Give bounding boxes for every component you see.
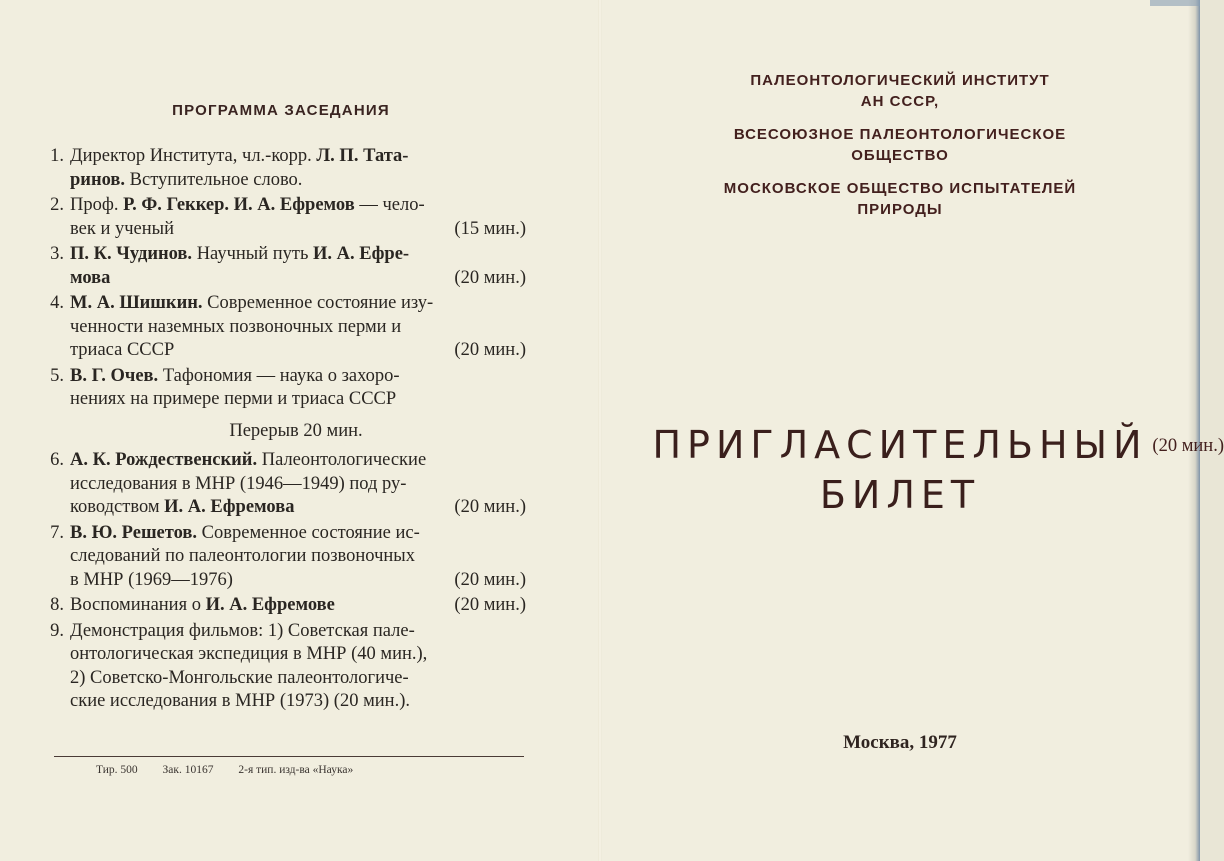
item-text (70, 496, 294, 520)
imprint-run: Тир. 500 (96, 764, 138, 776)
speaker-name: И. А. Ефремова (164, 497, 295, 517)
item-number: 6. (50, 450, 64, 470)
item-line (70, 316, 526, 340)
item-line (70, 292, 526, 316)
item-duration: (20 мин.) (454, 340, 526, 360)
item-line (70, 169, 526, 193)
item-line (70, 690, 526, 714)
item-line (70, 339, 526, 363)
item-text-fragment: в МНР (1969—1976) (70, 569, 233, 590)
item-text (70, 449, 426, 473)
item-text (70, 473, 406, 497)
organizer-line: ВСЕСОЮЗНОЕ ПАЛЕОНТОЛОГИЧЕСКОЕ (733, 126, 1067, 143)
speaker-name: А. К. Рождественский. (70, 450, 258, 470)
speaker-name: И. А. Ефре- (313, 244, 410, 264)
speaker-name: Р. Ф. Геккер. И. А. Ефремов (123, 195, 355, 215)
item-duration: (20 мин.) (454, 569, 526, 590)
speaker-name: В. Ю. Решетов. (70, 522, 198, 543)
item-text (70, 388, 396, 412)
item-text-fragment: ководством (70, 497, 165, 517)
item-duration: (15 мин.) (454, 218, 526, 239)
imprint-order: Зак. 10167 (162, 764, 214, 776)
card-corner-shadow (1150, 0, 1200, 6)
invitation-heading (612, 420, 1188, 520)
invitation-line-2: БИЛЕТ (819, 473, 981, 517)
item-text (70, 594, 335, 618)
item-line (70, 194, 526, 218)
item-text-fragment: Вступительное слово. (125, 169, 303, 190)
item-text-fragment: онтологическая экспедиция в МНР (40 мин.), (70, 644, 428, 664)
item-line (70, 218, 526, 242)
item-text-fragment: ченности наземных позвоночных перми и (70, 316, 402, 337)
item-text (70, 194, 425, 218)
item-line (70, 145, 526, 169)
speaker-name: М. А. Шишкин. (70, 293, 203, 313)
item-text-fragment: Современное состояние изу- (202, 293, 434, 313)
program-item (36, 292, 526, 363)
place-and-year: Москва, 1977 (843, 732, 957, 753)
item-text-fragment: (20 мин.) (1152, 435, 1224, 456)
item-text (70, 145, 408, 169)
organizer-institute (612, 70, 1188, 112)
item-text (70, 243, 409, 267)
program-item (36, 449, 526, 520)
organizer-line: ПАЛЕОНТОЛОГИЧЕСКИЙ ИНСТИТУТ (750, 72, 1050, 89)
item-text-fragment: следований по палеонтологии позвоночных (70, 546, 415, 566)
item-number: 2. (50, 195, 64, 215)
item-line (70, 569, 526, 593)
program-item (36, 194, 526, 241)
item-line (70, 388, 526, 412)
program-item (36, 620, 526, 714)
item-text-fragment: Современное состояние ис- (197, 522, 420, 543)
organizer-line: МОСКОВСКОЕ ОБЩЕСТВО ИСПЫТАТЕЛЕЙ (723, 180, 1077, 197)
program-item (36, 145, 526, 192)
item-line (70, 267, 526, 291)
speaker-name: ринов. (70, 169, 126, 190)
organizer-society (612, 124, 1188, 166)
item-text-fragment: нениях на примере перми и триаса СССР (70, 389, 397, 409)
item-text-fragment: Проф. (70, 195, 124, 215)
item-number: 1. (50, 146, 64, 166)
organizer-line: АН СССР, (860, 93, 940, 110)
item-text-fragment: 2) Советско-Монгольские палеонтологиче- (70, 667, 409, 688)
speaker-name: В. Г. Очев. (70, 365, 159, 386)
program-item (36, 522, 526, 593)
card-edge (1188, 0, 1200, 861)
program-list-second (36, 449, 526, 714)
item-text (70, 365, 400, 389)
item-line (70, 365, 526, 389)
item-line (70, 522, 526, 546)
item-text (70, 620, 415, 644)
item-text (70, 292, 433, 316)
organizer-moscow-society (612, 178, 1188, 220)
item-line (70, 620, 526, 644)
item-text (70, 667, 409, 691)
item-line (70, 643, 526, 667)
item-text (70, 690, 410, 714)
item-text-fragment: Научный путь (192, 244, 314, 264)
item-text (70, 643, 427, 667)
item-text (70, 267, 110, 291)
item-text (70, 545, 415, 569)
speaker-name: мова (70, 267, 111, 288)
item-text (70, 218, 174, 242)
item-text (70, 569, 233, 593)
item-text-fragment: Палеонтологические (257, 450, 427, 470)
program-title: ПРОГРАММА ЗАСЕДАНИЯ (172, 102, 390, 119)
imprint-rule (54, 756, 524, 757)
item-number: 9. (50, 620, 64, 641)
speaker-name: И. А. Ефремове (205, 595, 335, 615)
organizer-line: ПРИРОДЫ (857, 201, 943, 218)
item-line (70, 449, 526, 473)
item-number: 8. (50, 595, 64, 615)
item-duration: (20 мин.) (454, 267, 526, 288)
item-text-fragment: Воспоминания о (70, 595, 206, 615)
program-item (36, 243, 526, 290)
item-number: 7. (50, 522, 64, 543)
item-text (70, 169, 302, 193)
item-line (70, 473, 526, 497)
fold-crease (598, 0, 602, 861)
item-text-fragment: ские исследования в МНР (1973) (20 мин.). (70, 691, 410, 711)
item-line (70, 594, 526, 618)
item-text-fragment: исследования в МНР (1946—1949) под ру- (70, 473, 407, 494)
organizers-block (612, 70, 1188, 232)
item-text-fragment: Директор Института, чл.-корр. (70, 146, 317, 166)
item-line (70, 667, 526, 691)
item-number: 3. (50, 244, 64, 264)
item-text-fragment: Тафономия — наука о захоро- (158, 365, 400, 386)
invitation-line-1: ПРИГЛАСИТЕЛЬНЫЙ (652, 423, 1148, 467)
imprint-printer: 2-я тип. изд-ва «Наука» (238, 764, 354, 776)
item-text (70, 316, 401, 340)
item-text-fragment: триаса СССР (70, 340, 175, 360)
item-text-fragment: век и ученый (70, 218, 174, 239)
item-duration: (20 мин.) (454, 595, 526, 615)
program-item (36, 594, 526, 618)
item-line (70, 545, 526, 569)
item-number: 5. (50, 365, 64, 386)
speaker-name: П. К. Чудинов. (70, 244, 193, 264)
item-line (70, 496, 526, 520)
item-text-fragment: — чело- (354, 195, 425, 215)
organizer-line: ОБЩЕСТВО (851, 147, 949, 164)
item-duration: (20 мин.) (454, 497, 526, 517)
item-line (70, 243, 526, 267)
speaker-name: Л. П. Тата- (316, 146, 409, 166)
item-text (70, 339, 174, 363)
print-imprint (96, 764, 375, 776)
item-text (70, 522, 420, 546)
intermission-note: Перерыв 20 мин. (229, 420, 363, 441)
item-text-fragment: Демонстрация фильмов: 1) Советская пале- (70, 620, 415, 641)
item-number: 4. (50, 293, 64, 313)
